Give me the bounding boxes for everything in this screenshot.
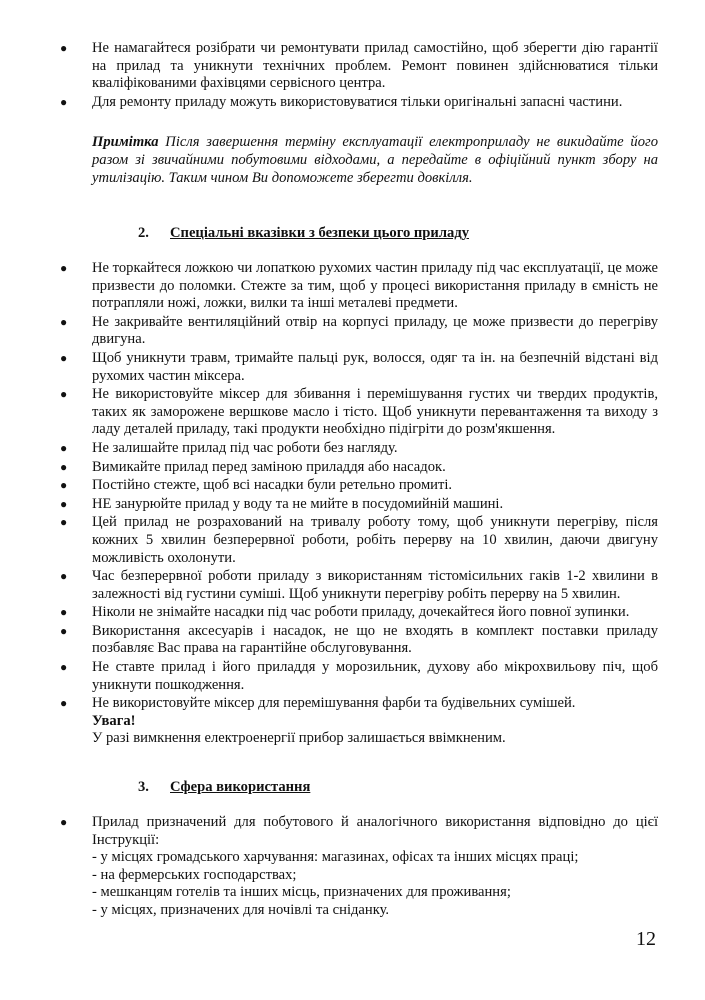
section-2-heading: 2. Спеціальні вказівки з безпеки цього приладу bbox=[138, 225, 470, 241]
list-item: ● НЕ занурюйте прилад у воду та не мийте в посудомийній машині. bbox=[60, 495, 504, 512]
section-2-list bbox=[58, 260, 658, 749]
bullet-icon: ● bbox=[60, 815, 68, 829]
bullet-icon: ● bbox=[60, 660, 68, 675]
sub-item: - у місцях, призначених для ночівлі та сніданку. bbox=[92, 901, 390, 918]
bullet-icon: ● bbox=[60, 350, 68, 365]
bullet-icon: ● bbox=[60, 623, 68, 638]
bullet-icon: ● bbox=[60, 496, 68, 511]
list-item: ● Не залишайте прилад під час роботи без нагляду. bbox=[60, 439, 398, 456]
section-2-title: Спеціальні вказівки з безпеки цього приладу bbox=[170, 225, 470, 241]
section-3-list bbox=[58, 814, 658, 921]
note-text: Після завершення терміну експлуатації електроприладу не викидайте його разом зі звичайними побутовими відходами, а передайте в офіційний пункт збору на утилізацію. Таким чином Ви допоможете зберегти довкілля. bbox=[92, 134, 658, 186]
list-item: ● Використання аксесуарів і насадок, не що не входять в комплект поставки приладу позбавляє Вас права на гарантійне обслуговування. bbox=[60, 622, 658, 657]
bullet-icon: ● bbox=[60, 440, 68, 455]
bullet-icon: ● bbox=[60, 314, 68, 329]
list-item: ● Вимикайте прилад перед заміною приладдя або насадок. bbox=[60, 458, 446, 475]
list-item: ● Не використовуйте міксер для перемішування фарби та будівельних сумішей. Увага! У разі вимкнення електроенергії прибор залишається ввімкненим. bbox=[58, 695, 658, 748]
page-number: 12 bbox=[636, 928, 656, 950]
list-item: ● Щоб уникнути травм, тримайте пальці рук, волосся, одяг та ін. на безпечній відстані від рухомих частин міксера. bbox=[60, 349, 658, 384]
list-item: ● Не ставте прилад і його приладдя у морозильник, духову або мікрохвильову піч, щоб уникнути пошкодження. bbox=[60, 659, 658, 693]
disposal-note bbox=[92, 133, 658, 187]
sub-item: - мешканцям готелів та інших місць, призначених для проживання; bbox=[92, 884, 511, 901]
bullet-icon: ● bbox=[60, 696, 68, 711]
bullet-icon: ● bbox=[60, 41, 68, 55]
bullet-icon: ● bbox=[60, 459, 68, 474]
bullet-icon: ● bbox=[60, 478, 68, 493]
list-item: ● Не використовуйте міксер для збивання і перемішування густих чи твердих продуктів, таких як заморожене вершкове масло і тісто. Щоб уникнути перевантаження та виходу з ладу деталей приладу, такі продукти необхідно підігріти до розм'якшення. bbox=[60, 386, 658, 438]
section-3-title: Сфера використання bbox=[170, 779, 311, 795]
sub-item: - у місцях громадського харчування: магазинах, офісах та інших місцях праці; bbox=[92, 849, 579, 866]
warning-label: Увага! bbox=[92, 712, 136, 729]
bullet-icon: ● bbox=[60, 569, 68, 584]
note-label: Примітка bbox=[92, 134, 159, 150]
list-item: ● Цей прилад не розрахований на тривалу роботу тому, щоб уникнути перегріву, після кожних 5 хвилин безперервної роботи, робіть перерву на 10 хвилин, даючи двигуну можливість охолонути. bbox=[60, 514, 658, 566]
sub-item: - на фермерських господарствах; bbox=[92, 866, 297, 883]
list-item: ● Час безперервної роботи приладу з використанням тістомісильних гаків 1-2 хвилини в залежності від густини суміші. Щоб уникнути перегріву робіть перерву на 5 хвилин. bbox=[60, 568, 658, 602]
bullet-icon: ● bbox=[60, 94, 68, 109]
bullet-icon: ● bbox=[60, 515, 68, 530]
list-item: ● Не торкайтеся ложкою чи лопаткою рухомих частин приладу під час експлуатації, це може призвести до поломки. Стежте за тим, щоб у процесі використання приладу в ємність не потрапляли ножі, ложки, вилки та інші металеві предмети. bbox=[60, 260, 658, 312]
section-3-heading: 3. Сфера використання bbox=[138, 779, 311, 795]
list-item: ● Прилад призначений для побутового й аналогічного використання відповідно до цієї Інструкції: - у місцях громадського харчування: магазинах, офісах та інших місцях праці; - на фермерських господарствах; - мешканцям готелів та інших місць, призначених для проживання; - у місцях, призначених для ночівлі та сніданку. bbox=[60, 814, 658, 918]
list-item: ● Не закривайте вентиляційний отвір на корпусі приладу, це може призвести до перегріву двигуна. bbox=[60, 313, 658, 348]
list-item: ● Ніколи не знімайте насадки під час роботи приладу, дочекайтеся його повної зупинки. bbox=[60, 604, 630, 621]
list-item: ● Не намагайтеся розібрати чи ремонтувати прилад самостійно, щоб зберегти дію гарантії на прилад та уникнути технічних проблем. Ремонт повинен здійснюватися тільки кваліфікованими фахівцями сервісного центра. bbox=[60, 40, 658, 92]
bullet-icon: ● bbox=[60, 261, 68, 275]
list-item: ● Постійно стежте, щоб всі насадки були ретельно промиті. bbox=[60, 477, 453, 494]
top-bullet-list bbox=[58, 40, 658, 112]
list-item: ● Для ремонту приладу можуть використовуватися тільки оригінальні запасні частини. bbox=[60, 93, 623, 110]
bullet-icon: ● bbox=[60, 387, 68, 402]
warning-text: У разі вимкнення електроенергії прибор залишається ввімкненим. bbox=[92, 730, 506, 747]
bullet-icon: ● bbox=[60, 605, 68, 620]
